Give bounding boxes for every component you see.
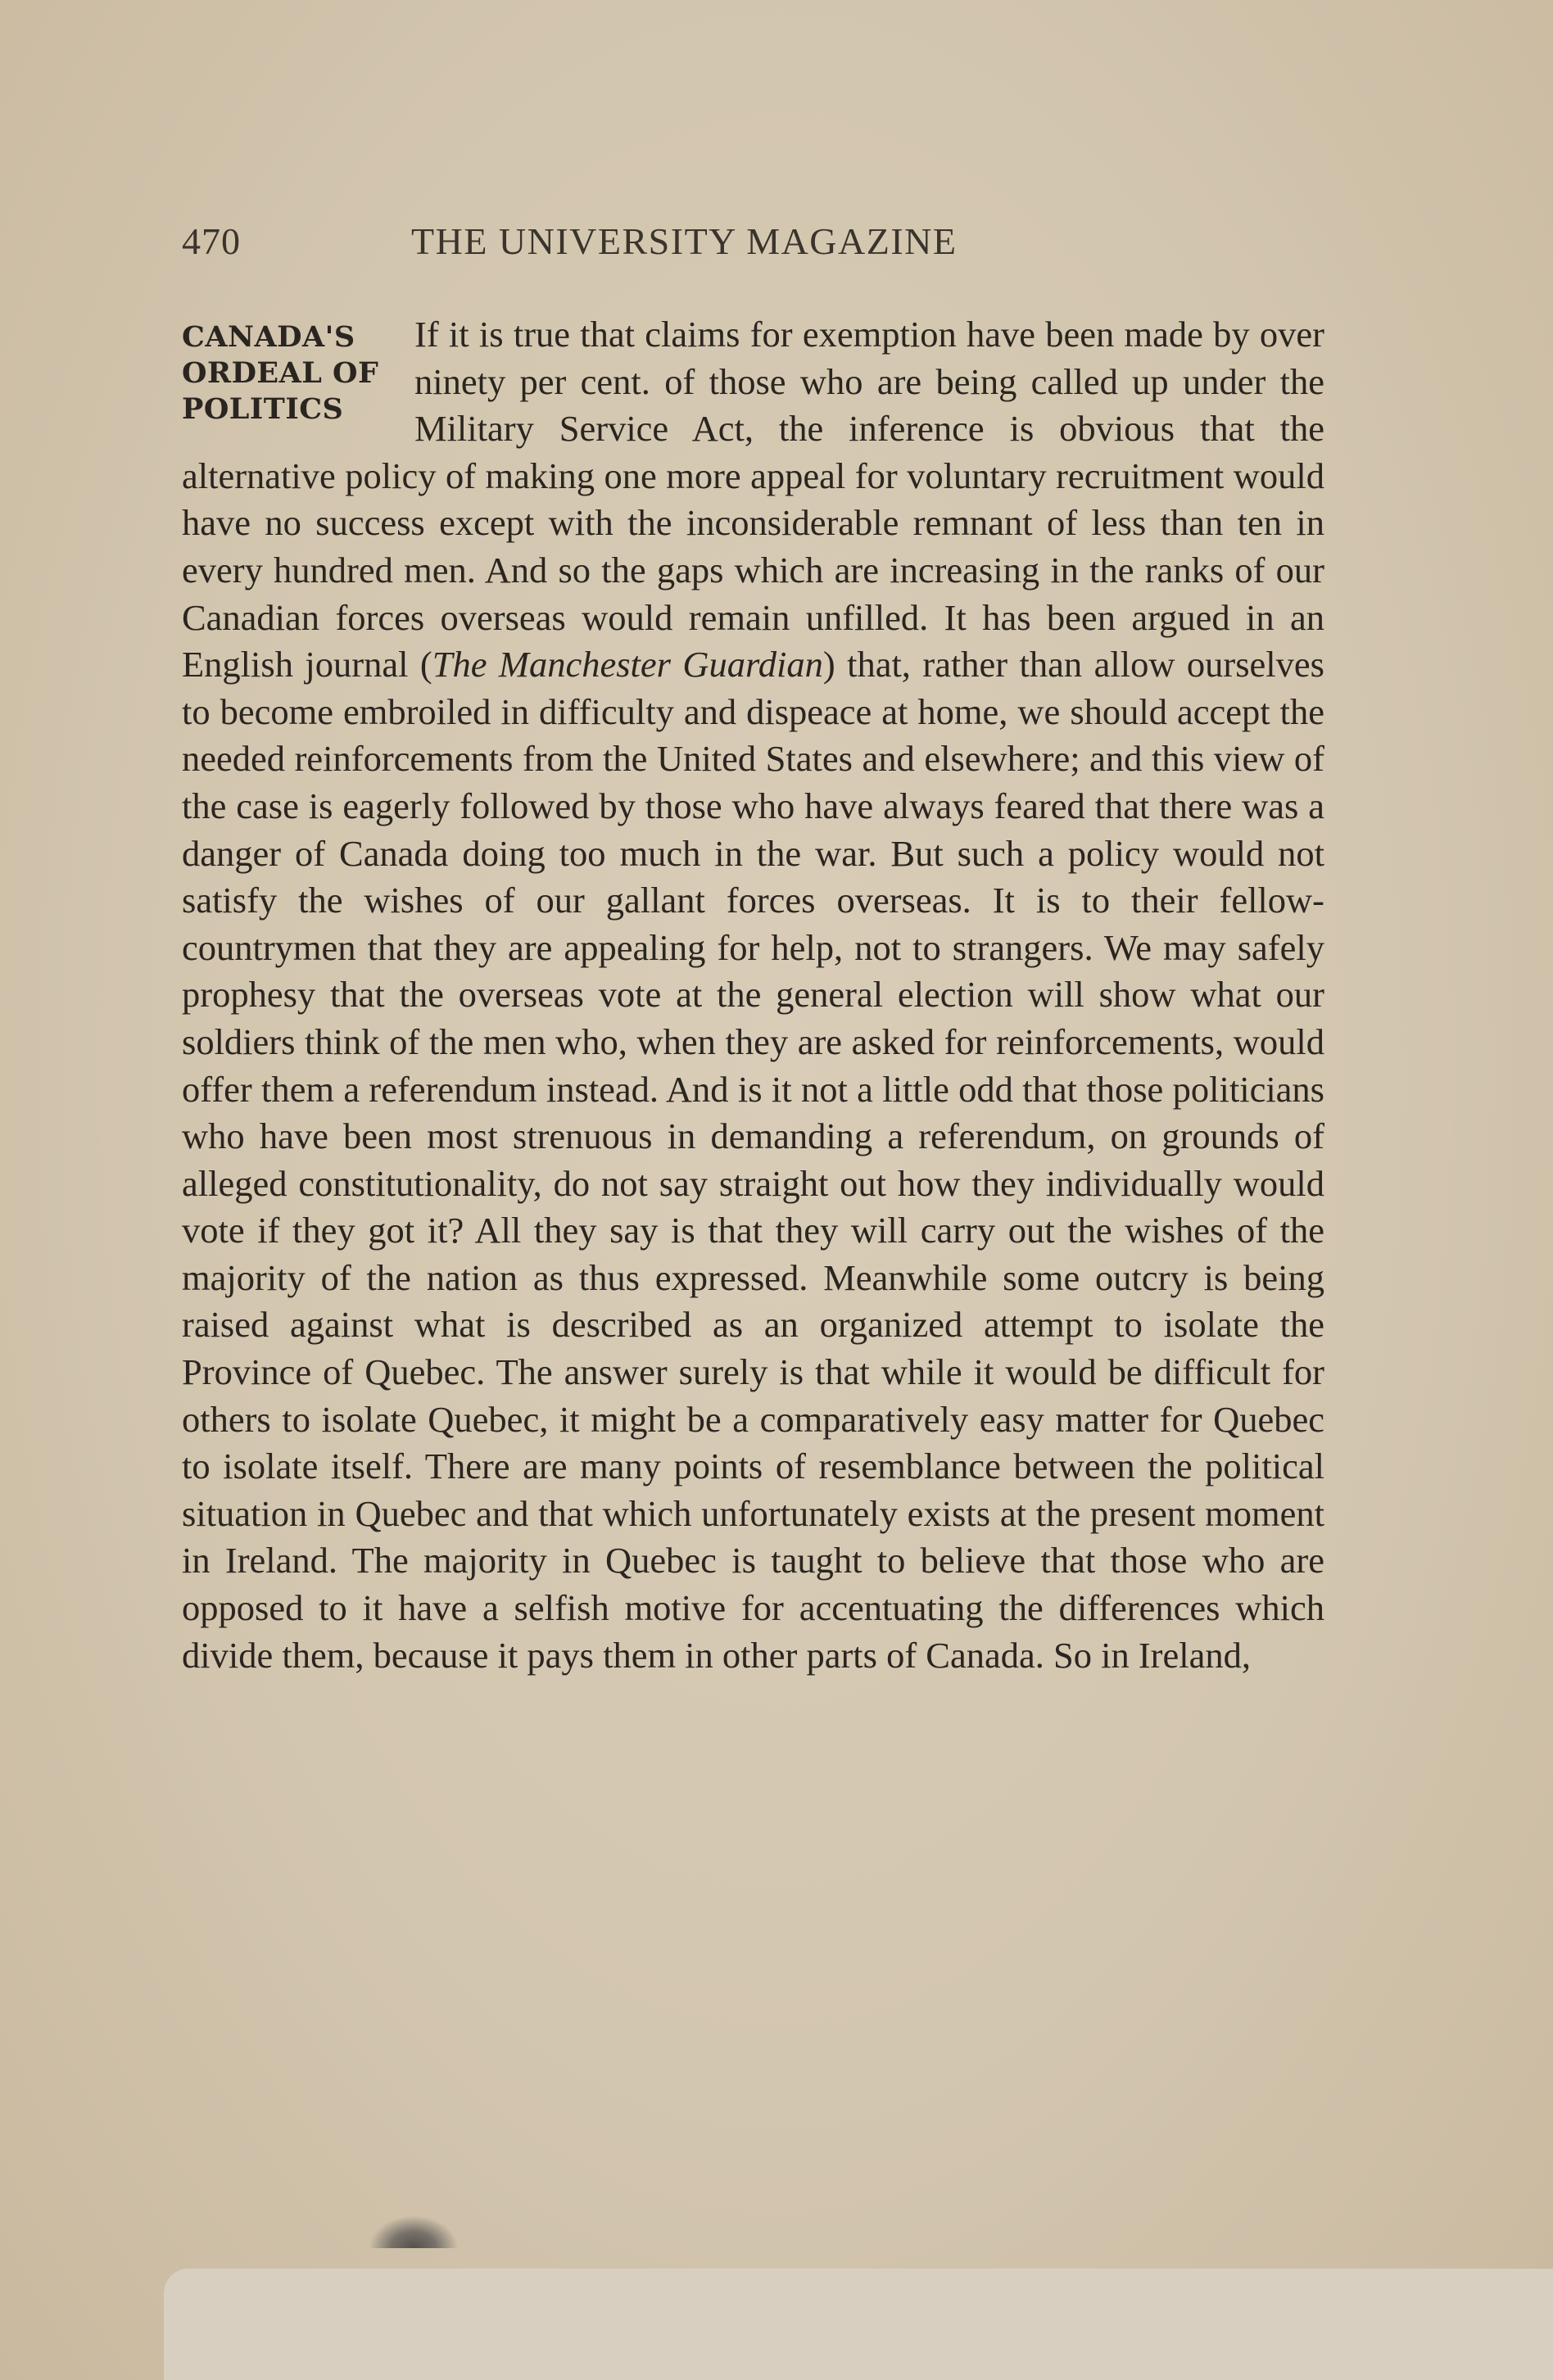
article-body: [182, 311, 1324, 1679]
running-head: [182, 219, 1329, 277]
paragraph-text-rest: ) that, rather than allow ourselves to become embroiled in difficulty and dispeace at home, we should accept the needed reinforcements from the United States and elsewhere; and this view of the case is eagerly followed by those who have always feared that there was a danger of Canada doing too much in the war. But such a policy would not satisfy the wishes of our gallant forces overseas. It is to their fellow-countrymen that they are appealing for help, not to strangers. We may safely prophesy that the overseas vote at the general election will show what our soldiers think of the men who, when they are asked for reinforcements, would offer them a referendum instead. And is it not a little odd that those politicians who have been most strenuous in demanding a referendum, on grounds of alleged constitutionality, do not say straight out how they individually would vote if they got it? All they say is that they will carry out the wishes of the majority of the nation as thus expressed. Meanwhile some outcry is being raised against what is described as an organized attempt to isolate the Province of Quebec. The answer surely is that while it would be difficult for others to isolate Quebec, it might be a comparatively easy matter for Quebec to isolate itself. There are many points of resemblance between the political situation in Quebec and that which unfortunately exists at the present moment in Ireland. The majority in Quebec is taught to believe that those who are opposed to it have a selfish motive for accentuating the differences which divide them, because it pays them in other parts of Canada. So in Ireland,: [182, 644, 1324, 1676]
side-heading-line-2: ORDEAL OF: [182, 356, 379, 390]
side-heading-line-3: POLITICS: [182, 392, 344, 426]
running-title: THE UNIVERSITY MAGAZINE: [411, 220, 958, 262]
page-number: 470: [182, 220, 241, 262]
journal-title: The Manchester Guardian: [432, 644, 823, 685]
page-bottom-margin: [164, 2269, 1553, 2380]
paper-blemish: [369, 2215, 459, 2248]
paragraph-text-start: If it is true that claims for exemption have been made by over ninety per cent. of those who are being called up under the Military Service Act, the inference is obvious that the alternative policy of making one more appeal for voluntary recruitment would have no success except with the inconsiderable remnant of less than ten in every hundred men. And so the gaps which are increasing in the ranks of our Canadian forces overseas would remain unfilled. It has been argued in an English journal (: [182, 314, 1324, 685]
side-heading: [182, 319, 403, 428]
side-heading-line-1: CANADA'S: [182, 320, 355, 354]
